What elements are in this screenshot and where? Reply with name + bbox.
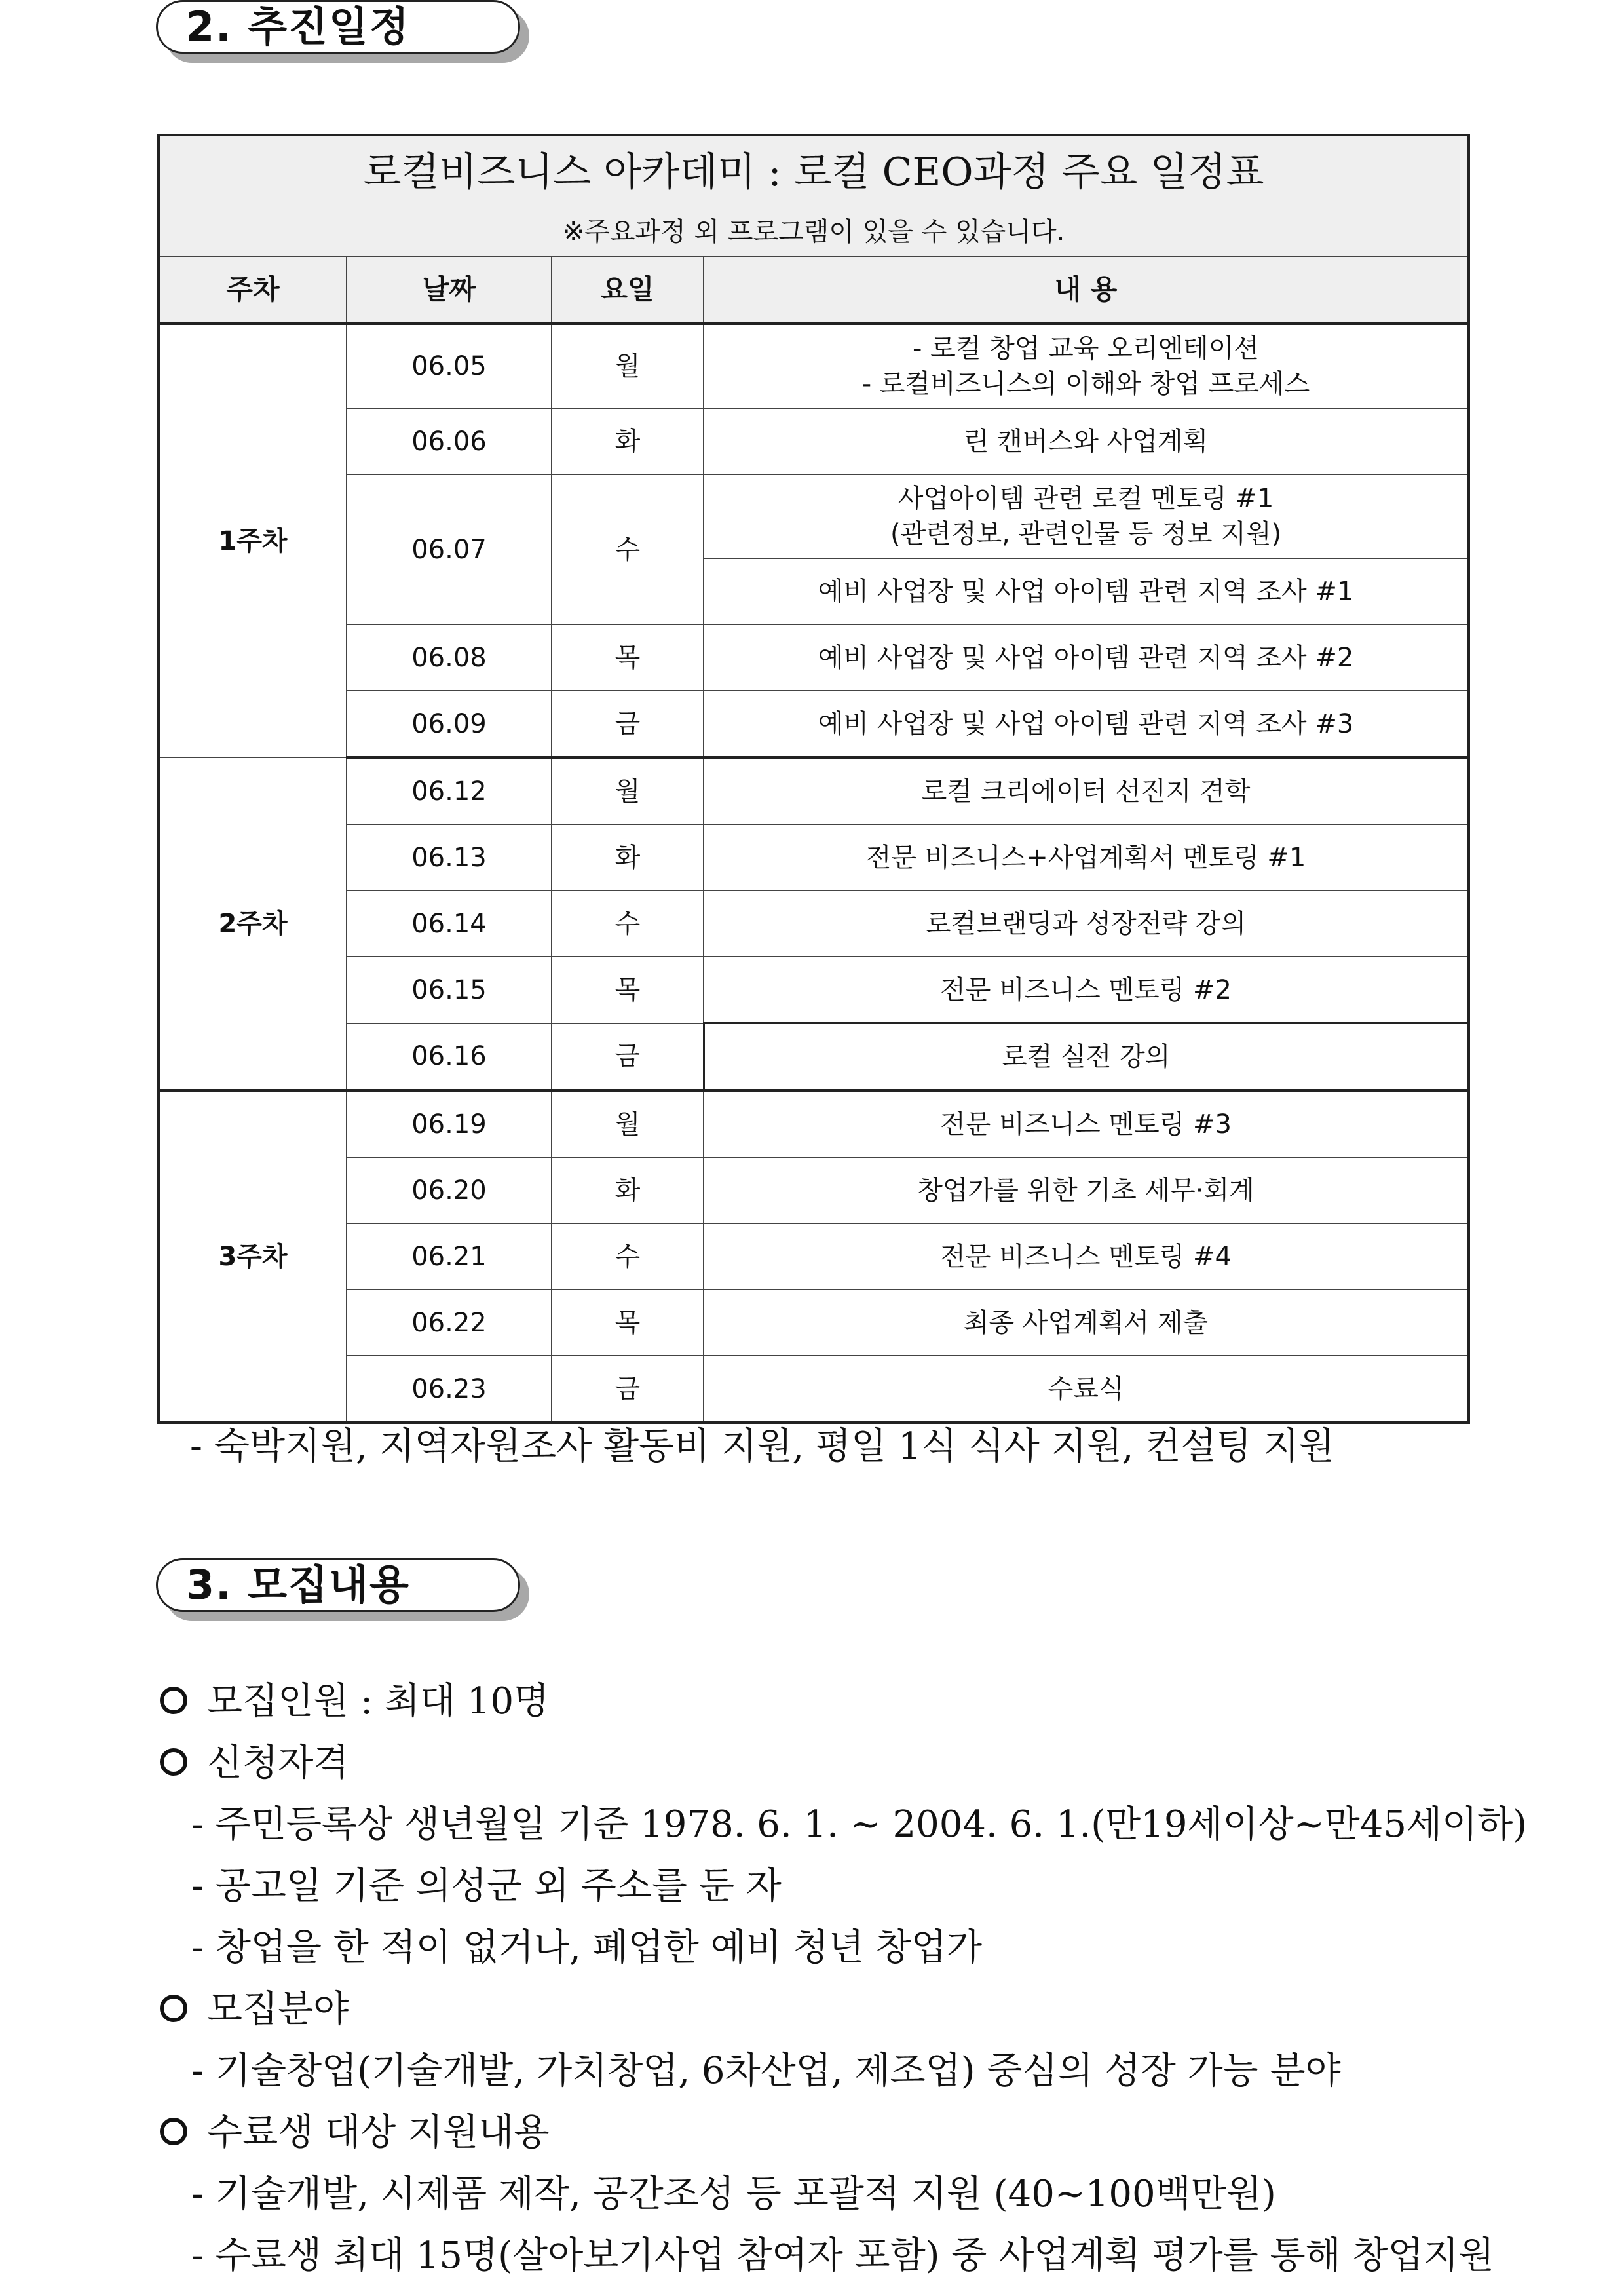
day-cell: 금 (552, 1024, 704, 1091)
list-item (157, 2225, 1494, 2287)
section-heading-recruit (156, 1558, 529, 1620)
content-cell: 창업가를 위한 기초 세무·회계 (704, 1157, 1469, 1223)
table-row (159, 824, 1469, 890)
day-cell: 화 (552, 824, 704, 890)
column-header-day: 요일 (552, 256, 704, 324)
list-item (157, 2040, 1467, 2102)
day-cell: 수 (552, 1223, 704, 1290)
list-item (157, 1671, 1467, 1732)
week-label: 1주차 (159, 324, 347, 757)
date-cell: 06.07 (347, 474, 552, 624)
content-cell: 예비 사업장 및 사업 아이템 관련 지역 조사 #1 (704, 558, 1469, 624)
table-row (159, 1290, 1469, 1356)
list-item-text: 수료생 대상 지원내용 (207, 2111, 550, 2154)
table-row (159, 1024, 1469, 1091)
table-note: ※주요과정 외 프로그램이 있을 수 있습니다. (159, 208, 1469, 256)
content-cell: 전문 비즈니스 멘토링 #3 (704, 1090, 1469, 1157)
date-cell: 06.16 (347, 1024, 552, 1091)
content-cell: 로컬브랜딩과 성장전략 강의 (704, 890, 1469, 957)
date-cell: 06.13 (347, 824, 552, 890)
list-item (157, 1794, 1528, 1856)
circle-bullet-icon (160, 2118, 187, 2145)
table-row (159, 890, 1469, 957)
week-label: 2주차 (159, 757, 347, 1090)
table-row (159, 691, 1469, 757)
date-cell: 06.22 (347, 1290, 552, 1356)
day-cell: 월 (552, 324, 704, 408)
list-item-text: - 창업을 한 적이 없거나, 폐업한 예비 청년 창업가 (191, 1926, 982, 1969)
content-line: (관련정보, 관련인물 등 정보 지원) (890, 519, 1282, 549)
day-cell: 화 (552, 1157, 704, 1223)
list-item-text: 신청자격 (207, 1742, 349, 1784)
list-item-text: - 기술창업(기술개발, 가치창업, 6차산업, 제조업) 중심의 성장 가능 분야 (191, 2050, 1341, 2092)
content-cell: 예비 사업장 및 사업 아이템 관련 지역 조사 #2 (704, 624, 1469, 691)
content-cell: 린 캔버스와 사업계획 (704, 408, 1469, 474)
column-header-date: 날짜 (347, 256, 552, 324)
date-cell: 06.15 (347, 957, 552, 1024)
table-row (159, 1356, 1469, 1423)
circle-bullet-icon (160, 1995, 187, 2022)
content-cell: 전문 비즈니스+사업계획서 멘토링 #1 (704, 824, 1469, 890)
day-cell: 월 (552, 757, 704, 824)
date-cell: 06.09 (347, 691, 552, 757)
table-row (159, 1090, 1469, 1157)
column-header-week: 주차 (159, 256, 347, 324)
content-cell: 로컬 실전 강의 (704, 1024, 1469, 1091)
date-cell: 06.06 (347, 408, 552, 474)
content-cell: 수료식 (704, 1356, 1469, 1423)
list-item (157, 2102, 1467, 2164)
table-row (159, 957, 1469, 1024)
table-row (159, 757, 1469, 824)
content-line: - 로컬 창업 교육 오리엔테이션 (913, 334, 1260, 364)
content-cell: 전문 비즈니스 멘토링 #2 (704, 957, 1469, 1024)
content-cell: 최종 사업계획서 제출 (704, 1290, 1469, 1356)
table-title: 로컬비즈니스 아카데미 : 로컬 CEO과정 주요 일정표 (159, 135, 1469, 208)
section-title: 2. 추진일정 (186, 3, 410, 50)
section-heading-schedule (156, 0, 529, 62)
table-row (159, 1223, 1469, 1290)
day-cell: 목 (552, 1290, 704, 1356)
circle-bullet-icon (160, 1748, 187, 1776)
date-cell: 06.21 (347, 1223, 552, 1290)
content-cell: 예비 사업장 및 사업 아이템 관련 지역 조사 #3 (704, 691, 1469, 757)
list-item-text: - 공고일 기준 의성군 외 주소를 둔 자 (191, 1865, 782, 1907)
list-item (157, 1979, 1467, 2040)
table-row (159, 1157, 1469, 1223)
list-item (157, 1856, 1467, 1917)
section-title: 3. 모집내용 (186, 1561, 410, 1609)
content-cell (704, 324, 1469, 408)
recruit-list (157, 1671, 1528, 2287)
table-row (159, 624, 1469, 691)
date-cell: 06.08 (347, 624, 552, 691)
support-note: - 숙박지원, 지역자원조사 활동비 지원, 평일 1식 식사 지원, 컨설팅 지원 (190, 1425, 1334, 1468)
date-cell: 06.05 (347, 324, 552, 408)
date-cell: 06.20 (347, 1157, 552, 1223)
day-cell: 화 (552, 408, 704, 474)
column-header-content: 내 용 (704, 256, 1469, 324)
content-cell: 전문 비즈니스 멘토링 #4 (704, 1223, 1469, 1290)
list-item-text: 모집분야 (207, 1988, 349, 2031)
content-cell: 로컬 크리에이터 선진지 견학 (704, 757, 1469, 824)
list-item (157, 1917, 1467, 1979)
content-line: 사업아이템 관련 로컬 멘토링 #1 (897, 484, 1274, 514)
date-cell: 06.19 (347, 1090, 552, 1157)
list-item-text: 모집인원 : 최대 10명 (207, 1680, 550, 1723)
date-cell: 06.23 (347, 1356, 552, 1423)
day-cell: 수 (552, 890, 704, 957)
content-line: - 로컬비즈니스의 이해와 창업 프로세스 (861, 369, 1310, 399)
list-item (157, 1732, 1467, 1794)
week-label: 3주차 (159, 1090, 347, 1423)
list-item-text: - 수료생 최대 15명(살아보기사업 참여자 포함) 중 사업계획 평가를 통해 창업지원 (191, 2234, 1494, 2277)
day-cell: 수 (552, 474, 704, 624)
circle-bullet-icon (160, 1687, 187, 1714)
list-item-text: - 주민등록상 생년월일 기준 1978. 6. 1. ~ 2004. 6. 1.(만19세이상~만45세이하) (191, 1803, 1528, 1846)
table-row (159, 408, 1469, 474)
day-cell: 월 (552, 1090, 704, 1157)
day-cell: 금 (552, 691, 704, 757)
date-cell: 06.12 (347, 757, 552, 824)
day-cell: 목 (552, 624, 704, 691)
table-row (159, 474, 1469, 558)
schedule-table (157, 134, 1470, 1424)
day-cell: 금 (552, 1356, 704, 1423)
table-row (159, 324, 1469, 408)
day-cell: 목 (552, 957, 704, 1024)
list-item-text: - 기술개발, 시제품 제작, 공간조성 등 포괄적 지원 (40~100백만원) (191, 2173, 1276, 2215)
list-item (157, 2164, 1467, 2225)
date-cell: 06.14 (347, 890, 552, 957)
content-cell (704, 474, 1469, 558)
